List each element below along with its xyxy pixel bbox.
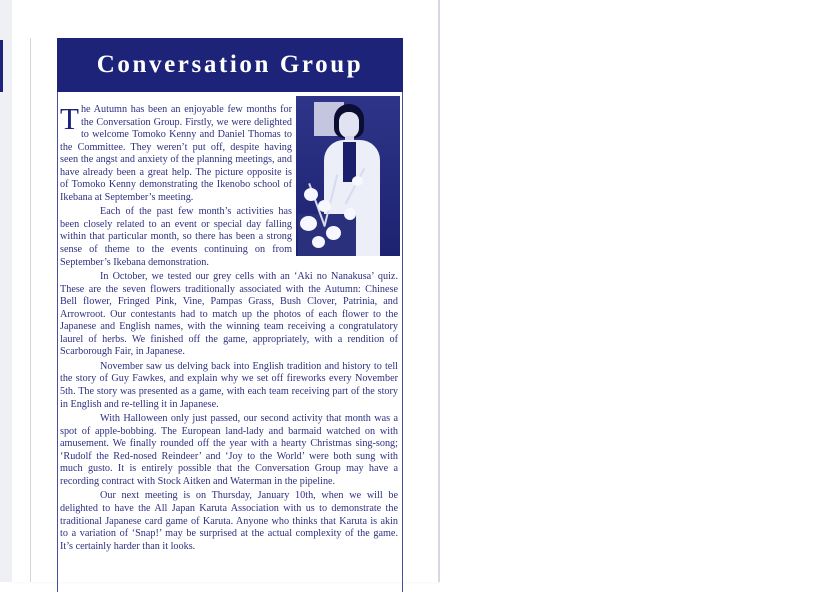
photo-text-wrap-space (292, 104, 398, 256)
page-title: Conversation Group (96, 51, 364, 78)
article-body (60, 101, 398, 555)
article-paragraph: Our next meeting is on Thursday, January 10th, when we will be delighted to have the All Japan Karuta Association with us to demonstrate the traditional Japanese card game of Karuta. Anyone who thinks that Karuta is akin to a variation of ‘Snap!’ may be surprised at the actual complexity of the game. It’s certainly harder than it looks. (60, 490, 398, 552)
drop-cap: T (60, 101, 79, 136)
page-gutter-line (30, 38, 31, 582)
article-paragraph: November saw us delving back into English tradition and history to tell the story of Guy Fawkes, and explain why we set off fireworks every November 5th. The story was presented as a game, with each team receiving part of the story in English and re-telling it in Japanese. (60, 360, 398, 410)
title-banner (57, 38, 403, 92)
blank-facing-page (440, 0, 826, 582)
article-paragraph: With Halloween only just passed, our second activity that month was a spot of apple-bobbing. The European land-lady and barmaid watched on with amusement. We finally rounded off the year with a hearty Christmas sing-song; ‘Rudolf the Red-nosed Reindeer’ and ‘Joy to the World’ were both sung with much gusto. It is entirely possible that the Conversation Group may have a recording contract with Stock Aitken and Waterman in the pipeline. (60, 413, 398, 487)
previous-page-banner-edge (0, 40, 3, 92)
article-paragraph: In October, we tested our grey cells with an ‘Aki no Nanakusa’ quiz. These are the seven flowers traditionally associated with the Autumn: Chinese Bell flower, Fringed Pink, Vine, Pampas Grass, Bush Clover, Patrinia, and Arrowroot. Our contestants had to match up the photos of each flower to the Japanese and English names, with the winning team receiving a congratulatory laurel of herbs. We finished off the game, appropriately, with a rendition of Scarborough Fair, in Japanese. (60, 271, 398, 358)
previous-page-edge (0, 0, 12, 582)
paragraph-text: he Autumn has been an enjoyable few months for the Conversation Group. Firstly, we were delighted to welcome Tomoko Kenny and Daniel Thomas to the Committee. They weren’t put off, despite having seen the angst and anxiety of the planning meetings, and have already been a great help. The picture opposite is of Tomoko Kenny demonstrating the Ikenobo school of Ikebana at September’s meeting. (60, 104, 292, 203)
article-paragraph: Each of the past few month’s activities has been closely related to an event or special day falling within that particular month, so there has been a strong sense of theme to the events continuing on from September’s Ikebana demonstration. (60, 206, 292, 268)
